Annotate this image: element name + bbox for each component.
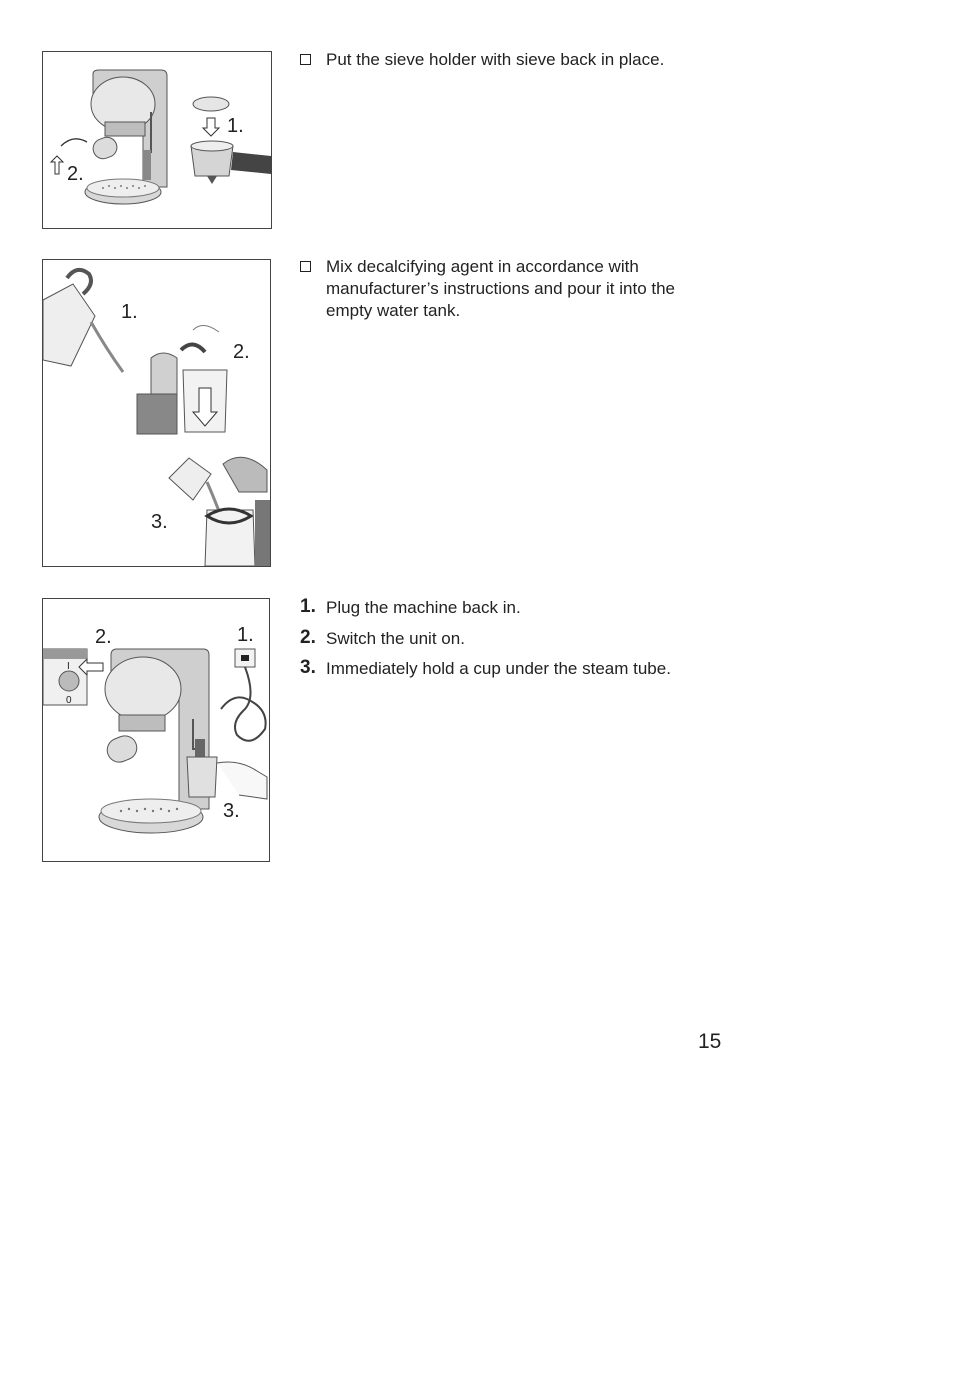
figure-water-tank [42, 259, 271, 567]
arrow-up-icon [51, 156, 63, 174]
figure-label-2: 2. [233, 341, 250, 363]
step-text: Immediately hold a cup under the steam tube. [326, 659, 671, 678]
figure-label-1: 1. [121, 301, 138, 323]
step-text: Switch the unit on. [326, 629, 465, 648]
switch-off-label: 0 [66, 695, 72, 706]
step-number: 1. [300, 596, 316, 617]
checkbox-bullet-icon [300, 54, 311, 65]
water-tank-illustration [43, 260, 270, 566]
switch-on-label: I [67, 661, 70, 672]
figure-switch-on [42, 598, 270, 862]
figure-label-2: 2. [95, 626, 112, 648]
checkbox-bullet-icon [300, 261, 311, 272]
espresso-machine-illustration [43, 52, 271, 228]
page-number: 15 [698, 1030, 722, 1053]
step-text: Plug the machine back in. [326, 598, 521, 617]
step-number: 3. [300, 657, 316, 678]
figure-sieve-holder [42, 51, 272, 229]
figure-label-1: 1. [227, 115, 244, 137]
arrow-down-icon [203, 118, 219, 136]
power-on-illustration [43, 599, 269, 861]
instruction-text: Put the sieve holder with sieve back in place. [326, 50, 665, 69]
figure-label-2: 2. [67, 163, 84, 185]
instruction-text: Mix decalcifying agent in accordance with manufacturer’s instructions and pour it into the empty water tank. [326, 257, 676, 320]
figure-label-1: 1. [237, 624, 254, 646]
figure-label-3: 3. [151, 511, 168, 533]
step-number: 2. [300, 627, 316, 648]
figure-label-3: 3. [223, 800, 240, 822]
